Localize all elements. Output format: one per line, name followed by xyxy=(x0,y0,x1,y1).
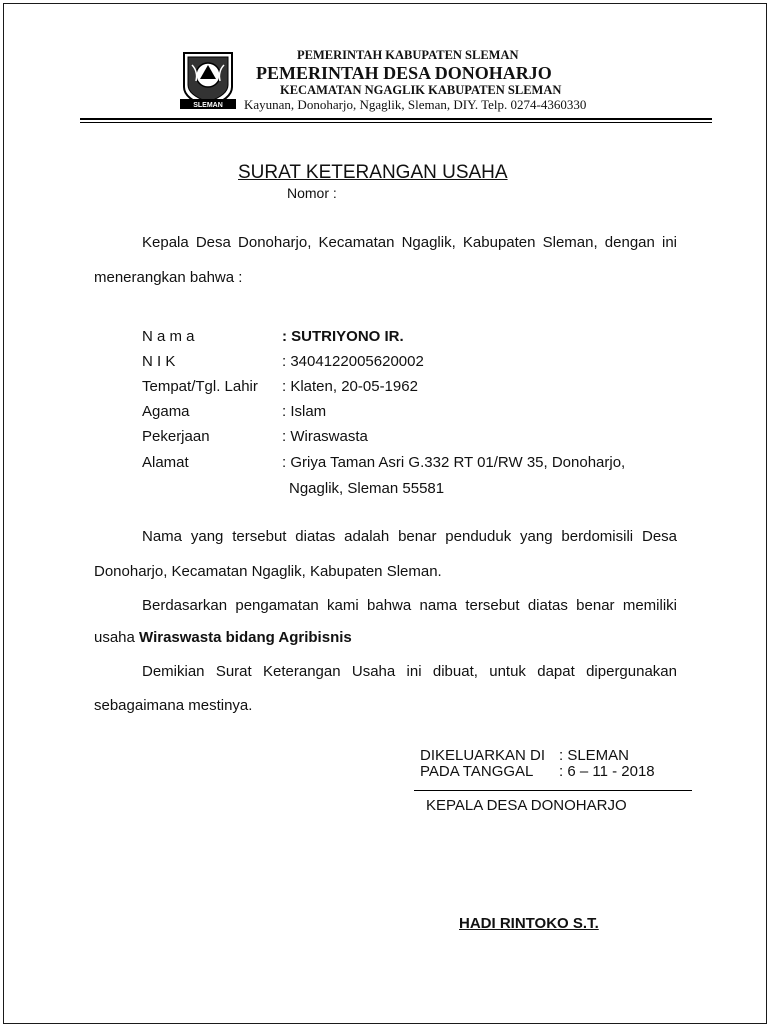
letterhead-rule-thin xyxy=(80,122,712,123)
issued-at-label: DIKELUARKAN DI xyxy=(420,747,546,764)
residence-statement-line-2: Donoharjo, Kecamatan Ngaglik, Kabupaten Sleman. xyxy=(94,563,442,580)
signature-divider xyxy=(414,790,692,791)
job-label: Pekerjaan xyxy=(142,428,210,445)
letterhead-village: PEMERINTAH DESA DONOHARJO xyxy=(256,63,552,83)
birth-label: Tempat/Tgl. Lahir xyxy=(142,378,258,395)
name-value: : SUTRIYONO IR. xyxy=(282,328,404,345)
letterhead-district: KECAMATAN NGAGLIK KABUPATEN SLEMAN xyxy=(280,83,562,97)
religion-label: Agama xyxy=(142,403,190,420)
issued-at-value: : SLEMAN xyxy=(559,747,630,764)
address-label: Alamat xyxy=(142,454,189,471)
religion-value: : Islam xyxy=(282,403,327,420)
nik-value: : 3404122005620002 xyxy=(282,353,424,370)
residence-statement-line-1: Nama yang tersebut diatas adalah benar penduduk yang berdomisili Desa xyxy=(142,528,677,545)
logo-caption: SLEMAN xyxy=(193,102,223,109)
closing-statement-line-1: Demikian Surat Keterangan Usaha ini dibuat, untuk dapat dipergunakan xyxy=(142,663,677,680)
nik-label: N I K xyxy=(142,353,176,370)
letterhead-address: Kayunan, Donoharjo, Ngaglik, Sleman, DIY. Telp. 0274-4360330 xyxy=(244,97,587,112)
signer-position: KEPALA DESA DONOHARJO xyxy=(426,797,627,814)
letterhead-rule-thick xyxy=(80,118,712,120)
document-title: SURAT KETERANGAN USAHA xyxy=(238,162,508,183)
business-type: Wiraswasta bidang Agribisnis xyxy=(139,629,352,646)
intro-line-1: Kepala Desa Donoharjo, Kecamatan Ngaglik, Kabupaten Sleman, dengan ini xyxy=(142,234,677,251)
business-prefix: usaha xyxy=(94,629,140,646)
birth-value: : Klaten, 20-05-1962 xyxy=(282,378,418,395)
signer-name: HADI RINTOKO S.T. xyxy=(459,915,599,932)
observation-statement-line-2 xyxy=(94,629,352,646)
page-border xyxy=(3,3,767,1024)
sleman-regency-emblem xyxy=(178,47,238,111)
letterhead-regency: PEMERINTAH KABUPATEN SLEMAN xyxy=(297,48,519,62)
issue-date-value: : 6 – 11 - 2018 xyxy=(559,763,655,780)
address-value-line-1: : Griya Taman Asri G.332 RT 01/RW 35, Donoharjo, xyxy=(282,454,626,471)
closing-statement-line-2: sebagaimana mestinya. xyxy=(94,697,253,714)
document-number: Nomor : xyxy=(287,185,337,201)
intro-line-2: menerangkan bahwa : xyxy=(94,269,243,286)
name-label: N a m a xyxy=(142,328,195,345)
job-value: : Wiraswasta xyxy=(282,428,368,445)
observation-statement-line-1: Berdasarkan pengamatan kami bahwa nama tersebut diatas benar memiliki xyxy=(142,597,677,614)
address-value-line-2: Ngaglik, Sleman 55581 xyxy=(289,480,445,497)
issue-date-label: PADA TANGGAL xyxy=(420,763,534,780)
